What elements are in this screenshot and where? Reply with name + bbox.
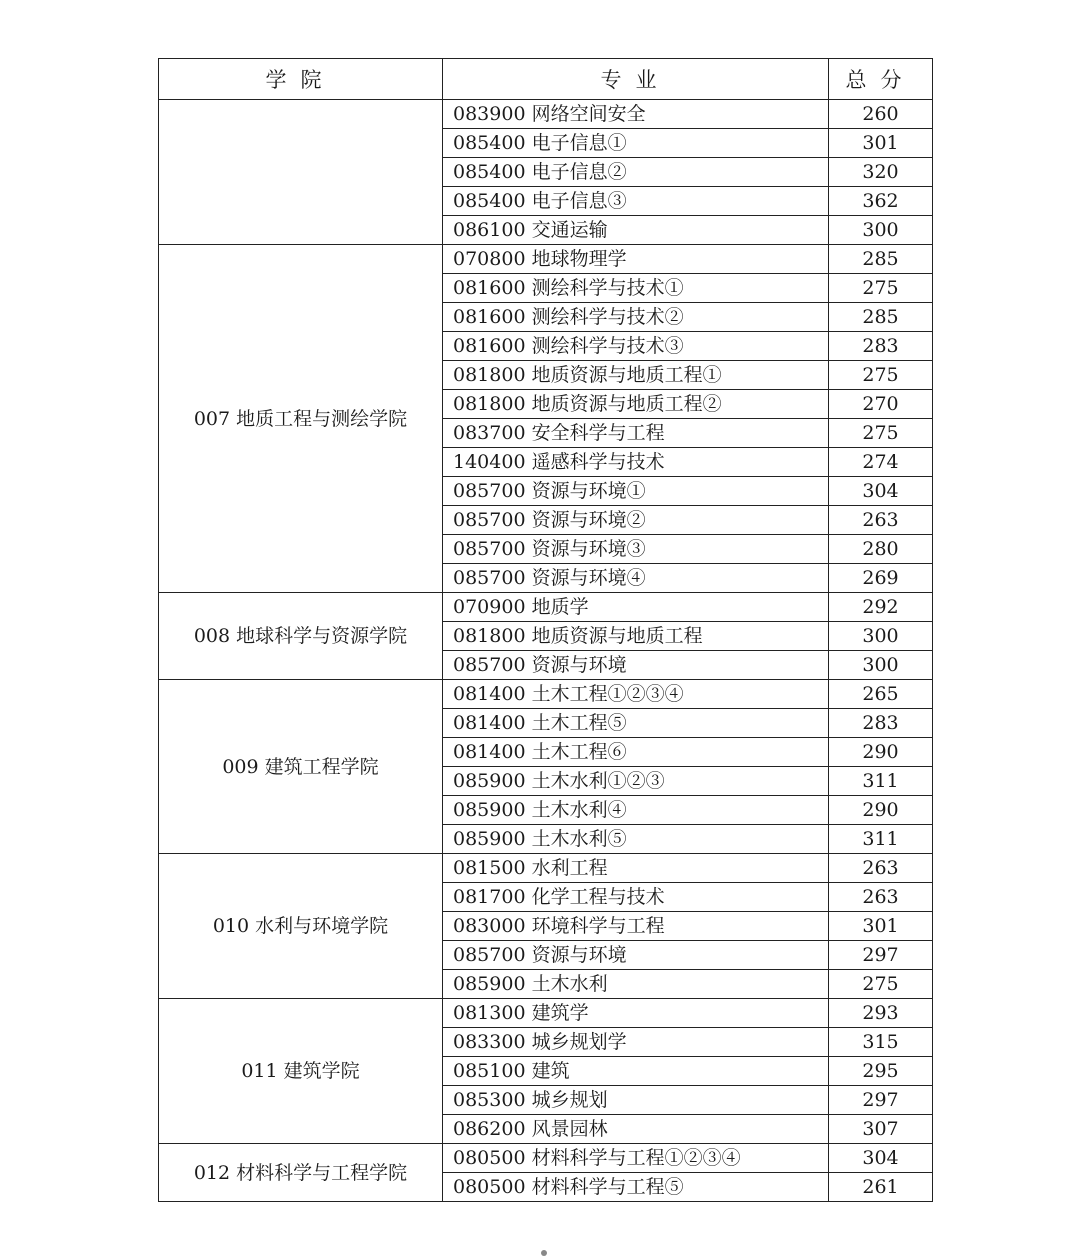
score-cell: 292 <box>829 593 933 622</box>
score-cell: 274 <box>829 448 933 477</box>
major-cell: 085400 电子信息② <box>443 158 829 187</box>
header-row <box>159 59 933 100</box>
major-cell: 085700 资源与环境① <box>443 477 829 506</box>
score-table <box>158 58 933 1202</box>
major-cell: 080500 材料科学与工程⑤ <box>443 1173 829 1202</box>
header-college: 学院 <box>159 59 443 100</box>
score-cell: 263 <box>829 883 933 912</box>
score-cell: 280 <box>829 535 933 564</box>
college-cell: 009 建筑工程学院 <box>159 680 443 854</box>
score-cell: 269 <box>829 564 933 593</box>
score-cell: 293 <box>829 999 933 1028</box>
major-cell: 085700 资源与环境 <box>443 651 829 680</box>
table-row <box>159 593 933 622</box>
major-cell: 085900 土木水利⑤ <box>443 825 829 854</box>
major-cell: 085900 土木水利 <box>443 970 829 999</box>
score-cell: 301 <box>829 912 933 941</box>
major-cell: 070800 地球物理学 <box>443 245 829 274</box>
major-cell: 085100 建筑 <box>443 1057 829 1086</box>
score-cell: 304 <box>829 1144 933 1173</box>
major-cell: 085300 城乡规划 <box>443 1086 829 1115</box>
score-cell: 290 <box>829 796 933 825</box>
score-cell: 283 <box>829 332 933 361</box>
page-indicator <box>541 1250 547 1256</box>
table-row <box>159 100 933 129</box>
major-cell: 081400 土木工程①②③④ <box>443 680 829 709</box>
college-cell: 012 材料科学与工程学院 <box>159 1144 443 1202</box>
major-cell: 083700 安全科学与工程 <box>443 419 829 448</box>
score-cell: 304 <box>829 477 933 506</box>
major-cell: 080500 材料科学与工程①②③④ <box>443 1144 829 1173</box>
major-cell: 085900 土木水利①②③ <box>443 767 829 796</box>
score-cell: 275 <box>829 274 933 303</box>
score-cell: 270 <box>829 390 933 419</box>
table-row <box>159 999 933 1028</box>
major-cell: 085700 资源与环境 <box>443 941 829 970</box>
score-cell: 283 <box>829 709 933 738</box>
major-cell: 085700 资源与环境④ <box>443 564 829 593</box>
score-cell: 275 <box>829 361 933 390</box>
score-cell: 263 <box>829 854 933 883</box>
score-cell: 311 <box>829 767 933 796</box>
major-cell: 081600 测绘科学与技术③ <box>443 332 829 361</box>
score-cell: 301 <box>829 129 933 158</box>
college-cell: 007 地质工程与测绘学院 <box>159 245 443 593</box>
major-cell: 085400 电子信息① <box>443 129 829 158</box>
major-cell: 083900 网络空间安全 <box>443 100 829 129</box>
major-cell: 086200 风景园林 <box>443 1115 829 1144</box>
score-cell: 285 <box>829 303 933 332</box>
score-cell: 263 <box>829 506 933 535</box>
score-cell: 297 <box>829 1086 933 1115</box>
score-cell: 300 <box>829 622 933 651</box>
major-cell: 081600 测绘科学与技术② <box>443 303 829 332</box>
score-cell: 315 <box>829 1028 933 1057</box>
major-cell: 070900 地质学 <box>443 593 829 622</box>
major-cell: 085700 资源与环境② <box>443 506 829 535</box>
college-cell <box>159 100 443 245</box>
major-cell: 081500 水利工程 <box>443 854 829 883</box>
major-cell: 081400 土木工程⑤ <box>443 709 829 738</box>
score-cell: 285 <box>829 245 933 274</box>
major-cell: 083000 环境科学与工程 <box>443 912 829 941</box>
score-cell: 300 <box>829 651 933 680</box>
major-cell: 140400 遥感科学与技术 <box>443 448 829 477</box>
major-cell: 081700 化学工程与技术 <box>443 883 829 912</box>
score-cell: 290 <box>829 738 933 767</box>
score-cell: 320 <box>829 158 933 187</box>
major-cell: 081800 地质资源与地质工程 <box>443 622 829 651</box>
score-cell: 311 <box>829 825 933 854</box>
table-row <box>159 245 933 274</box>
score-cell: 265 <box>829 680 933 709</box>
table-body <box>159 100 933 1202</box>
major-cell: 081800 地质资源与地质工程① <box>443 361 829 390</box>
score-cell: 275 <box>829 970 933 999</box>
major-cell: 081600 测绘科学与技术① <box>443 274 829 303</box>
score-cell: 300 <box>829 216 933 245</box>
score-cell: 295 <box>829 1057 933 1086</box>
score-cell: 275 <box>829 419 933 448</box>
score-cell: 362 <box>829 187 933 216</box>
college-cell: 011 建筑学院 <box>159 999 443 1144</box>
score-cell: 260 <box>829 100 933 129</box>
major-cell: 085900 土木水利④ <box>443 796 829 825</box>
table-row <box>159 680 933 709</box>
table-row <box>159 854 933 883</box>
score-cell: 261 <box>829 1173 933 1202</box>
score-cell: 297 <box>829 941 933 970</box>
header-score: 总分 <box>829 59 933 100</box>
college-cell: 010 水利与环境学院 <box>159 854 443 999</box>
major-cell: 081800 地质资源与地质工程② <box>443 390 829 419</box>
major-cell: 085400 电子信息③ <box>443 187 829 216</box>
major-cell: 083300 城乡规划学 <box>443 1028 829 1057</box>
major-cell: 081400 土木工程⑥ <box>443 738 829 767</box>
header-major: 专业 <box>443 59 829 100</box>
table-row <box>159 1144 933 1173</box>
major-cell: 081300 建筑学 <box>443 999 829 1028</box>
college-cell: 008 地球科学与资源学院 <box>159 593 443 680</box>
major-cell: 086100 交通运输 <box>443 216 829 245</box>
score-cell: 307 <box>829 1115 933 1144</box>
major-cell: 085700 资源与环境③ <box>443 535 829 564</box>
